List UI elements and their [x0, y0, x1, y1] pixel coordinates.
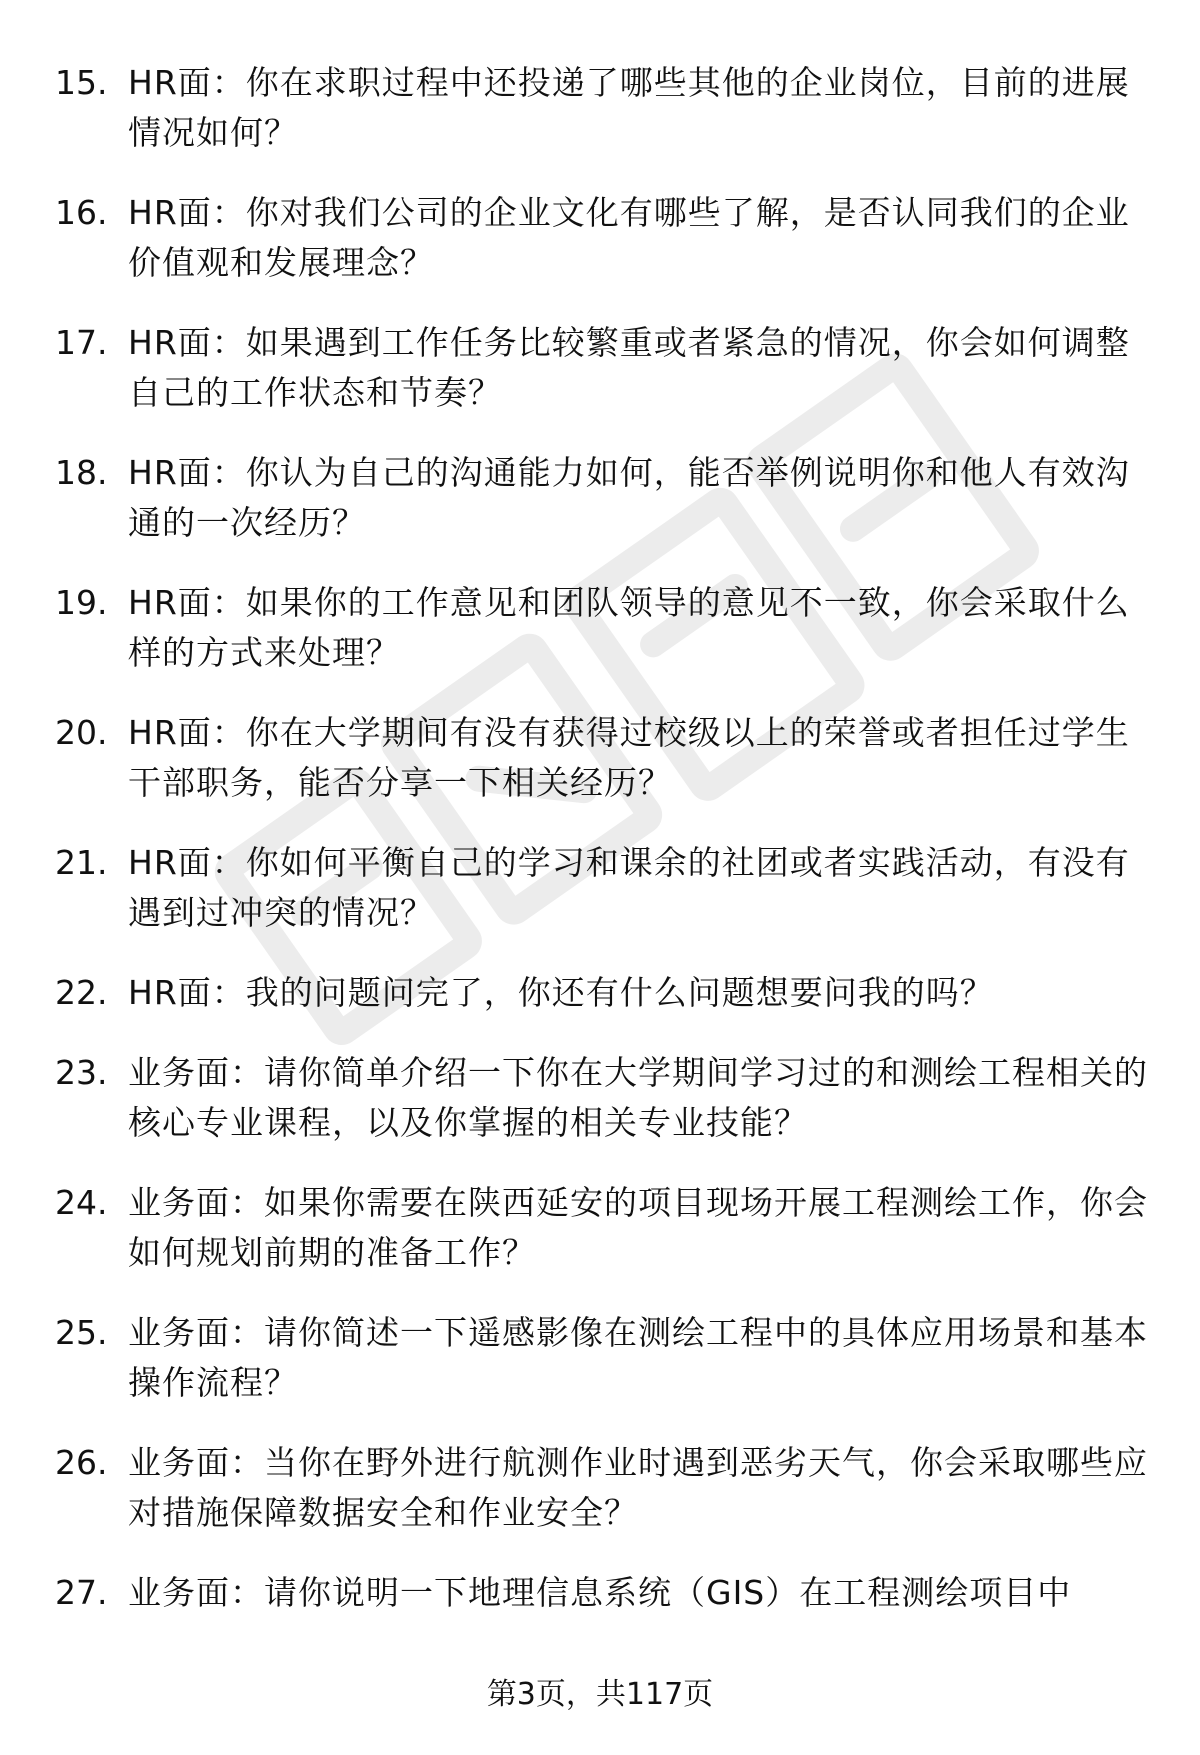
question-text: HR面：你对我们公司的企业文化有哪些了解，是否认同我们的企业价值观和发展理念？ — [128, 193, 1130, 282]
question-number: 25. — [55, 1313, 108, 1352]
question-number: 23. — [55, 1053, 108, 1092]
list-item — [0, 1178, 1200, 1308]
question-text: 业务面：当你在野外进行航测作业时遇到恶劣天气，你会采取哪些应对措施保障数据安全和作业安全？ — [128, 1443, 1148, 1532]
list-item — [0, 448, 1200, 578]
question-text: 业务面：请你说明一下地理信息系统（GIS）在工程测绘项目中 — [128, 1573, 1072, 1612]
list-item — [0, 1048, 1200, 1178]
question-text: HR面：如果遇到工作任务比较繁重或者紧急的情况，你会如何调整自己的工作状态和节奏？ — [128, 323, 1130, 412]
page-footer — [0, 1675, 1200, 1715]
question-number: 27. — [55, 1573, 108, 1612]
list-item — [0, 1308, 1200, 1438]
question-text: HR面：你在求职过程中还投递了哪些其他的企业岗位，目前的进展情况如何？ — [128, 63, 1130, 152]
question-text: HR面：你认为自己的沟通能力如何，能否举例说明你和他人有效沟通的一次经历？ — [128, 453, 1130, 542]
question-number: 24. — [55, 1183, 108, 1222]
list-item — [0, 708, 1200, 838]
question-text: HR面：你在大学期间有没有获得过校级以上的荣誉或者担任过学生干部职务，能否分享一下相关经历？ — [128, 713, 1130, 802]
question-text: 业务面：请你简述一下遥感影像在测绘工程中的具体应用场景和基本操作流程？ — [128, 1313, 1148, 1402]
question-number: 19. — [55, 583, 108, 622]
list-item — [0, 838, 1200, 968]
question-text: 业务面：如果你需要在陕西延安的项目现场开展工程测绘工作，你会如何规划前期的准备工作？ — [128, 1183, 1148, 1272]
question-number: 22. — [55, 973, 108, 1012]
list-item — [0, 968, 1200, 1048]
list-item — [0, 1438, 1200, 1568]
question-number: 15. — [55, 63, 108, 102]
question-text: HR面：我的问题问完了，你还有什么问题想要问我的吗？ — [128, 973, 994, 1012]
question-text: HR面：如果你的工作意见和团队领导的意见不一致，你会采取什么样的方式来处理？ — [128, 583, 1130, 672]
question-number: 17. — [55, 323, 108, 362]
question-text: HR面：你如何平衡自己的学习和课余的社团或者实践活动，有没有遇到过冲突的情况？ — [128, 843, 1130, 932]
question-number: 20. — [55, 713, 108, 752]
question-number: 16. — [55, 193, 108, 232]
page-number-label: 第3页，共117页 — [486, 1677, 714, 1712]
question-number: 18. — [55, 453, 108, 492]
list-item — [0, 58, 1200, 188]
list-item — [0, 188, 1200, 318]
question-list — [0, 58, 1200, 1628]
list-item — [0, 578, 1200, 708]
question-number: 21. — [55, 843, 108, 882]
list-item — [0, 318, 1200, 448]
list-item — [0, 1568, 1200, 1628]
question-text: 业务面：请你简单介绍一下你在大学期间学习过的和测绘工程相关的核心专业课程，以及你掌握的相关专业技能？ — [128, 1053, 1148, 1142]
question-number: 26. — [55, 1443, 108, 1482]
